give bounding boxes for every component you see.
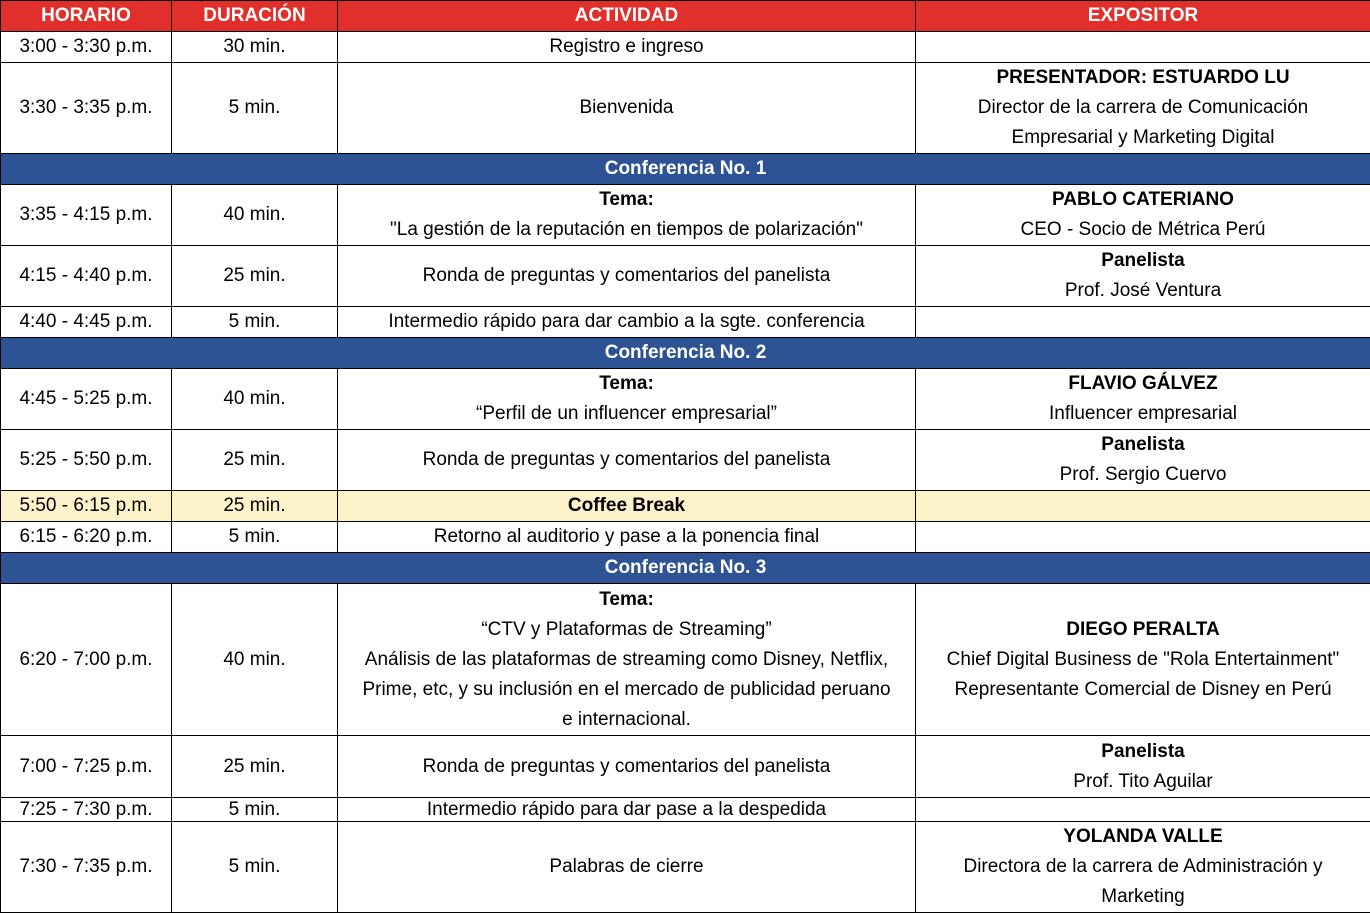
header-expositor: EXPOSITOR — [916, 1, 1370, 32]
duration-cell: 40 min. — [172, 185, 338, 246]
time-cell: 5:50 - 6:15 p.m. — [1, 491, 172, 522]
activity-text: Prime, etc, y su inclusión en el mercado de publicidad peruano — [342, 675, 911, 705]
activity-cell — [338, 584, 916, 736]
speaker-role: Empresarial y Marketing Digital — [920, 123, 1366, 153]
speaker-role: Prof. Tito Aguilar — [920, 767, 1366, 797]
header-actividad: ACTIVIDAD — [338, 1, 916, 32]
activity-cell: Bienvenida — [338, 63, 916, 154]
time-cell: 4:40 - 4:45 p.m. — [1, 307, 172, 338]
speaker-role: Directora de la carrera de Administración y — [920, 852, 1366, 882]
activity-cell: Palabras de cierre — [338, 822, 916, 913]
time-cell: 3:35 - 4:15 p.m. — [1, 185, 172, 246]
speaker-cell — [916, 369, 1370, 430]
speaker-cell — [916, 32, 1370, 63]
speaker-cell — [916, 430, 1370, 491]
speaker-role: Prof. José Ventura — [920, 276, 1366, 306]
speaker-cell — [916, 584, 1370, 736]
section-title: Conferencia No. 2 — [1, 338, 1370, 369]
speaker-role: Prof. Sergio Cuervo — [920, 460, 1366, 490]
table-row — [1, 430, 1370, 491]
speaker-role: Director de la carrera de Comunicación — [920, 93, 1366, 123]
activity-label: Tema: — [342, 585, 911, 615]
activity-text: Análisis de las plataformas de streaming como Disney, Netflix, — [342, 645, 911, 675]
header-horario: HORARIO — [1, 1, 172, 32]
speaker-name: PABLO CATERIANO — [920, 185, 1366, 215]
activity-text: “CTV y Plataformas de Streaming” — [342, 615, 911, 645]
time-cell: 3:30 - 3:35 p.m. — [1, 63, 172, 154]
time-cell: 7:25 - 7:30 p.m. — [1, 798, 172, 822]
speaker-cell — [916, 736, 1370, 798]
activity-text: e internacional. — [342, 705, 911, 735]
speaker-name: Panelista — [920, 246, 1366, 276]
table-row — [1, 32, 1370, 63]
table-row — [1, 798, 1370, 822]
time-cell: 4:45 - 5:25 p.m. — [1, 369, 172, 430]
speaker-name: DIEGO PERALTA — [920, 615, 1366, 645]
duration-cell: 5 min. — [172, 822, 338, 913]
table-row — [1, 185, 1370, 246]
header-duracion: DURACIÓN — [172, 1, 338, 32]
speaker-role: Influencer empresarial — [920, 399, 1366, 429]
speaker-cell — [916, 822, 1370, 913]
table-row — [1, 246, 1370, 307]
speaker-cell — [916, 185, 1370, 246]
section-row — [1, 338, 1370, 369]
activity-cell — [338, 185, 916, 246]
activity-cell: Intermedio rápido para dar pase a la despedida — [338, 798, 916, 822]
activity-cell: Retorno al auditorio y pase a la ponencia final — [338, 522, 916, 553]
activity-label: Tema: — [342, 185, 911, 215]
table-row — [1, 584, 1370, 736]
section-title: Conferencia No. 3 — [1, 553, 1370, 584]
activity-cell: Ronda de preguntas y comentarios del panelista — [338, 430, 916, 491]
speaker-cell — [916, 491, 1370, 522]
table-row — [1, 736, 1370, 798]
duration-cell: 5 min. — [172, 522, 338, 553]
activity-label: Tema: — [342, 369, 911, 399]
activity-cell: Intermedio rápido para dar cambio a la sgte. conferencia — [338, 307, 916, 338]
activity-cell: Coffee Break — [338, 491, 916, 522]
duration-cell: 30 min. — [172, 32, 338, 63]
speaker-role: Chief Digital Business de "Rola Entertainment" — [920, 645, 1366, 675]
table-row — [1, 822, 1370, 913]
activity-text: "La gestión de la reputación en tiempos de polarización" — [342, 215, 911, 245]
time-cell: 7:30 - 7:35 p.m. — [1, 822, 172, 913]
speaker-name: Panelista — [920, 737, 1366, 767]
speaker-role: CEO - Socio de Métrica Perú — [920, 215, 1366, 245]
activity-cell: Ronda de preguntas y comentarios del panelista — [338, 736, 916, 798]
activity-text: “Perfil de un influencer empresarial” — [342, 399, 911, 429]
duration-cell: 5 min. — [172, 63, 338, 154]
speaker-cell — [916, 798, 1370, 822]
speaker-role: Representante Comercial de Disney en Perú — [920, 675, 1366, 705]
duration-cell: 40 min. — [172, 369, 338, 430]
table-row — [1, 522, 1370, 553]
time-cell: 6:15 - 6:20 p.m. — [1, 522, 172, 553]
table-row — [1, 63, 1370, 154]
activity-cell — [338, 369, 916, 430]
speaker-name: PRESENTADOR: ESTUARDO LU — [920, 63, 1366, 93]
table-row — [1, 307, 1370, 338]
duration-cell: 40 min. — [172, 584, 338, 736]
duration-cell: 5 min. — [172, 307, 338, 338]
table-row — [1, 369, 1370, 430]
duration-cell: 25 min. — [172, 246, 338, 307]
activity-cell: Registro e ingreso — [338, 32, 916, 63]
duration-cell: 5 min. — [172, 798, 338, 822]
header-row — [1, 1, 1370, 32]
speaker-role: Marketing — [920, 882, 1366, 912]
section-title: Conferencia No. 1 — [1, 154, 1370, 185]
time-cell: 5:25 - 5:50 p.m. — [1, 430, 172, 491]
duration-cell: 25 min. — [172, 491, 338, 522]
duration-cell: 25 min. — [172, 736, 338, 798]
speaker-name: FLAVIO GÁLVEZ — [920, 369, 1366, 399]
speaker-name: Panelista — [920, 430, 1366, 460]
section-row — [1, 553, 1370, 584]
time-cell: 3:00 - 3:30 p.m. — [1, 32, 172, 63]
activity-cell: Ronda de preguntas y comentarios del panelista — [338, 246, 916, 307]
section-row — [1, 154, 1370, 185]
speaker-cell — [916, 63, 1370, 154]
speaker-cell — [916, 246, 1370, 307]
time-cell: 4:15 - 4:40 p.m. — [1, 246, 172, 307]
coffee-break-row — [1, 491, 1370, 522]
time-cell: 7:00 - 7:25 p.m. — [1, 736, 172, 798]
speaker-name: YOLANDA VALLE — [920, 822, 1366, 852]
duration-cell: 25 min. — [172, 430, 338, 491]
speaker-cell — [916, 522, 1370, 553]
time-cell: 6:20 - 7:00 p.m. — [1, 584, 172, 736]
speaker-cell — [916, 307, 1370, 338]
